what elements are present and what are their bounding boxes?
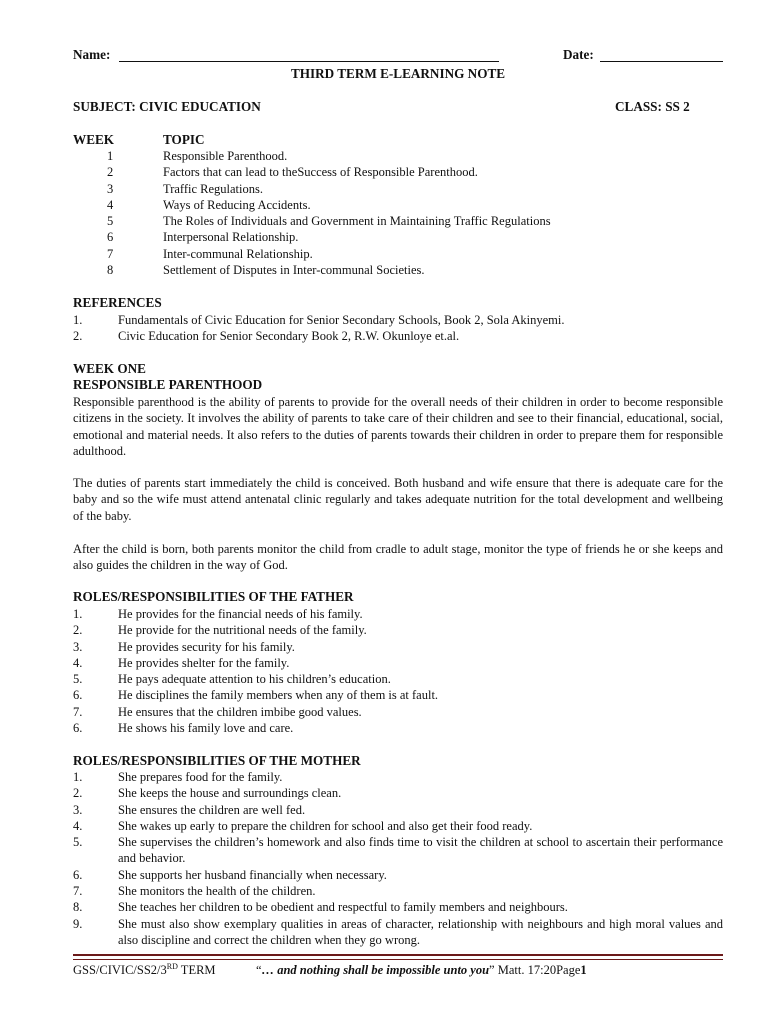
list-number: 2. — [73, 786, 83, 801]
week-column-header: WEEK — [73, 132, 115, 147]
list-item — [73, 655, 723, 671]
list-number: 7. — [73, 704, 83, 719]
header-name-date — [73, 47, 723, 65]
topic-week-number: 2 — [107, 165, 114, 180]
topic-week-number: 5 — [107, 214, 114, 229]
list-item — [73, 704, 723, 720]
topic-row — [73, 148, 723, 164]
list-item — [73, 769, 723, 785]
footer-quote — [256, 962, 587, 978]
topic-row — [73, 229, 723, 245]
page-number: 1 — [580, 963, 587, 977]
topic-week-number: 7 — [107, 246, 114, 261]
topic-week-number: 6 — [107, 230, 114, 245]
references-heading: REFERENCES — [73, 295, 162, 310]
list-number: 6. — [73, 721, 83, 736]
paragraph-text: After the child is born, both parents monitor the child from cradle to adult stage, monitor the type of friends he or she keeps and also guides the children in the way of God. — [73, 542, 723, 573]
paragraph — [73, 475, 723, 524]
course-code-text: GSS/CIVIC/SS2/3 — [73, 963, 167, 977]
paragraph — [73, 394, 723, 459]
father-roles-heading: ROLES/RESPONSIBILITIES OF THE FATHER — [73, 589, 354, 604]
list-item — [73, 802, 723, 818]
list-number: 1. — [73, 313, 83, 327]
list-text: She teaches her children to be obedient and respectful to family members and neighbours. — [118, 900, 568, 915]
paragraph — [73, 541, 723, 574]
list-item — [73, 639, 723, 655]
list-item — [73, 834, 723, 867]
topic-row — [73, 164, 723, 180]
list-number: 2. — [73, 329, 83, 344]
list-text: She supports her husband financially when necessary. — [118, 867, 387, 882]
topic-row — [73, 262, 723, 278]
quote-reference: Matt. 17:20 — [494, 963, 557, 977]
topic-row — [73, 181, 723, 197]
list-text: She keeps the house and surroundings clean. — [118, 786, 342, 801]
list-item — [73, 312, 723, 328]
list-text: He provides shelter for the family. — [118, 655, 290, 670]
footer-rule-thick — [73, 954, 723, 956]
list-item — [73, 720, 723, 736]
list-number: 5. — [73, 672, 83, 687]
name-line — [119, 61, 499, 62]
list-number: 3. — [73, 639, 83, 654]
list-text: He ensures that the children imbibe good values. — [118, 704, 362, 719]
list-text: He provide for the nutritional needs of the family. — [118, 623, 367, 638]
list-item — [73, 622, 723, 638]
footer-course-code — [73, 962, 216, 978]
list-text: He disciplines the family members when any of them is at fault. — [118, 688, 439, 703]
list-text: He provides for the financial needs of his family. — [118, 607, 363, 621]
list-text: She supervises the children’s homework and also finds time to visit the children at school to ascertain their performance and behavior. — [118, 835, 723, 866]
topic-title: Inter-communal Relationship. — [163, 246, 313, 261]
topic-week-number: 3 — [107, 181, 114, 196]
course-code-suffix: TERM — [177, 963, 216, 977]
topic-week-number: 1 — [107, 149, 114, 163]
mother-roles-list — [73, 769, 723, 948]
topic-week-number: 8 — [107, 263, 114, 278]
list-text: He pays adequate attention to his children’s education. — [118, 672, 391, 687]
list-item — [73, 687, 723, 703]
topic-list — [73, 148, 723, 278]
list-item — [73, 606, 723, 622]
topic-title: Settlement of Disputes in Inter-communal Societies. — [163, 263, 425, 278]
topic-row — [73, 246, 723, 262]
list-item — [73, 883, 723, 899]
list-item — [73, 867, 723, 883]
topic-title: Responsible Parenthood. — [163, 149, 288, 163]
topic-title: Interpersonal Relationship. — [163, 230, 299, 245]
class-label: CLASS: SS 2 — [615, 99, 690, 114]
list-number: 9. — [73, 916, 83, 931]
paragraph-text: Responsible parenthood is the ability of parents to provide for the overall needs of their children in order to become responsible citizens in the society. It involves the ability of parents to take care of their children and see to their financial, educational, social, emotional and material needs. It also refers to the duties of parents towards their children in order to prepare them for responsible adulthood. — [73, 395, 723, 458]
section-heading: RESPONSIBLE PARENTHOOD — [73, 377, 263, 392]
list-item — [73, 671, 723, 687]
list-text: She monitors the health of the children. — [118, 884, 316, 899]
topic-column-header: TOPIC — [163, 132, 205, 147]
list-number: 3. — [73, 802, 83, 817]
name-label: Name: — [73, 47, 111, 62]
quote-close-mark: ” — [489, 963, 495, 977]
date-label: Date: — [563, 47, 594, 62]
course-code-superscript: RD — [166, 961, 178, 971]
references-list — [73, 312, 723, 345]
list-text: Fundamentals of Civic Education for Senior Secondary Schools, Book 2, Sola Akinyemi. — [118, 313, 565, 327]
quote-text: … and nothing shall be impossible unto you — [261, 963, 490, 977]
list-number: 5. — [73, 835, 83, 850]
list-item — [73, 899, 723, 915]
list-number: 8. — [73, 900, 83, 915]
topic-table-header — [73, 132, 723, 148]
footer-rule-thin — [73, 959, 723, 960]
list-text: She wakes up early to prepare the children for school and also get their food ready. — [118, 818, 533, 833]
list-number: 1. — [73, 770, 83, 784]
list-text: She ensures the children are well fed. — [118, 802, 306, 817]
list-text: He shows his family love and care. — [118, 721, 294, 736]
list-text: Civic Education for Senior Secondary Book 2, R.W. Okunloye et.al. — [118, 329, 460, 344]
list-number: 4. — [73, 655, 83, 670]
date-line — [600, 61, 723, 62]
list-number: 6. — [73, 867, 83, 882]
topic-title: Factors that can lead to theSuccess of Responsible Parenthood. — [163, 165, 478, 180]
list-text: She must also show exemplary qualities in areas of character, relationship with neighbours and high moral values and also discipline and correct the children when they go wrong. — [118, 916, 723, 947]
father-roles-list — [73, 606, 723, 736]
document-page — [73, 0, 723, 1024]
subject-line — [73, 99, 723, 115]
list-number: 6. — [73, 688, 83, 703]
list-item — [73, 916, 723, 949]
week-one-heading: WEEK ONE — [73, 361, 146, 376]
topic-title: Ways of Reducing Accidents. — [163, 197, 311, 212]
list-number: 7. — [73, 884, 83, 899]
list-text: She prepares food for the family. — [118, 770, 283, 784]
list-item — [73, 785, 723, 801]
topic-title: Traffic Regulations. — [163, 181, 263, 196]
quote-open-mark: “ — [256, 963, 262, 977]
topic-week-number: 4 — [107, 197, 114, 212]
page-label: Page — [556, 963, 581, 977]
topic-row — [73, 213, 723, 229]
list-number: 2. — [73, 623, 83, 638]
list-item — [73, 328, 723, 344]
subject-label: SUBJECT: CIVIC EDUCATION — [73, 99, 261, 114]
list-number: 1. — [73, 607, 83, 621]
list-number: 4. — [73, 818, 83, 833]
topic-title: The Roles of Individuals and Government in Maintaining Traffic Regulations — [163, 214, 551, 229]
topic-row — [73, 197, 723, 213]
document-title: THIRD TERM E-LEARNING NOTE — [290, 66, 506, 81]
list-item — [73, 818, 723, 834]
list-text: He provides security for his family. — [118, 639, 295, 654]
paragraph-text: The duties of parents start immediately the child is conceived. Both husband and wife ensure that there is adequate care for the baby and so the wife must attend antenatal clinic regularly and takes adequate nutrition for the total development and wellbeing of the baby. — [73, 476, 723, 523]
mother-roles-heading: ROLES/RESPONSIBILITIES OF THE MOTHER — [73, 753, 361, 768]
